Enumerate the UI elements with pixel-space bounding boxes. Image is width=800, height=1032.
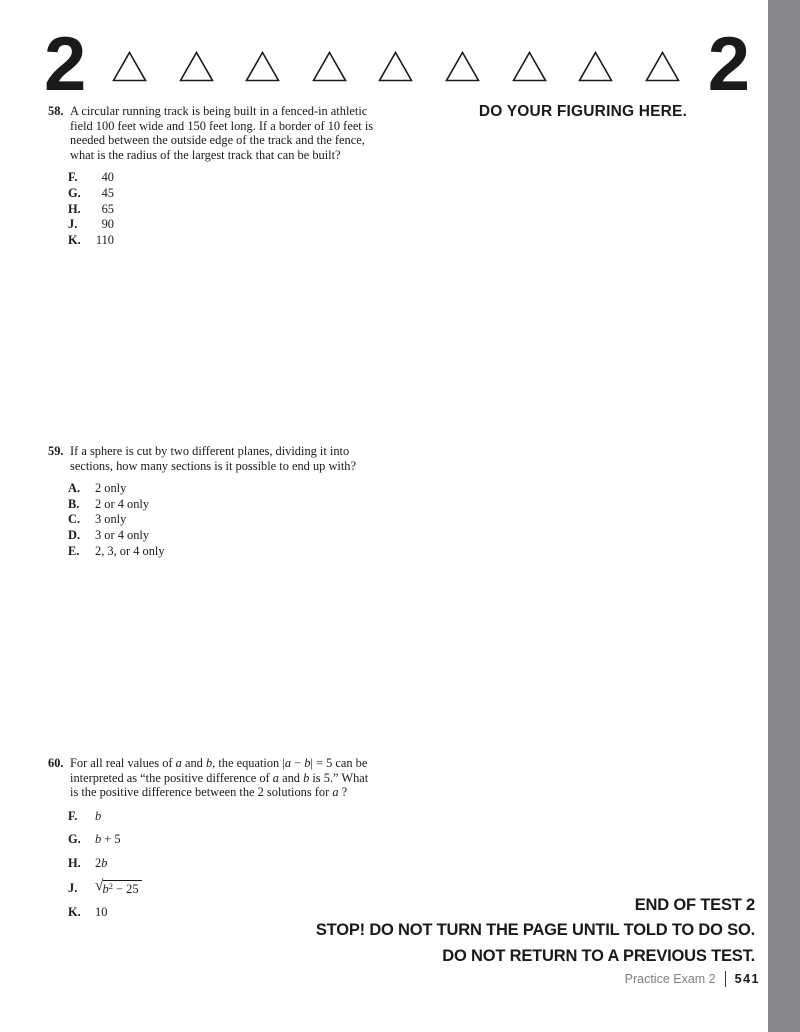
choice-value: 2 or 4 only [95, 496, 150, 511]
choice-letter: C. [68, 512, 81, 527]
choice-value: 3 or 4 only [95, 527, 150, 542]
choice-row [68, 544, 393, 560]
answer-choices [68, 481, 393, 559]
triangle-icon [245, 51, 280, 82]
choice-value: b [95, 808, 102, 823]
end-of-test-block [235, 893, 755, 969]
figuring-header: DO YOUR FIGURING HERE. [478, 103, 688, 120]
triangle-icon [378, 51, 413, 82]
choice-value: 40 [101, 170, 114, 185]
question-number: 58. [48, 104, 64, 118]
end-of-test-line: END OF TEST 2 [634, 896, 755, 914]
test-header [44, 22, 748, 107]
triangle-row [84, 51, 707, 82]
choice-value: b + 5 [95, 832, 121, 847]
question-body [70, 444, 393, 559]
choice-value: 2 only [95, 481, 127, 496]
question-text-line: field 100 feet wide and 150 feet long. If a border of 10 feet is [70, 118, 374, 133]
question-text-line: If a sphere is cut by two different planes, dividing it into [70, 444, 350, 458]
choice-letter: G. [68, 832, 81, 847]
choice-letter: H. [68, 201, 81, 216]
question-text-line: is the positive difference between the 2 solutions for a ? [70, 785, 348, 800]
triangle-icon [645, 51, 680, 82]
choice-row [68, 202, 393, 218]
choice-row [68, 497, 393, 513]
choice-letter: K. [68, 905, 81, 920]
choice-letter: J. [68, 217, 78, 232]
choice-letter: F. [68, 808, 78, 823]
triangle-icon [512, 51, 547, 82]
choice-row [68, 233, 393, 249]
question-text-line: needed between the outside edge of the track and the fence, [70, 133, 365, 148]
choice-value: √ $b^2 - 25$ [95, 880, 142, 898]
question-number: 60. [48, 756, 64, 770]
choice-value: 110 [95, 232, 114, 247]
choice-row [68, 481, 393, 497]
choice-letter: K. [68, 232, 81, 247]
choice-letter: D. [68, 527, 81, 542]
question-body [70, 104, 393, 248]
page-edge-bar [768, 0, 800, 1032]
triangle-icon [445, 51, 480, 82]
choice-value: 90 [101, 217, 114, 232]
stop-warning-line: STOP! DO NOT TURN THE PAGE UNTIL TOLD TO DO SO. [315, 921, 755, 940]
question-number: 59. [48, 444, 64, 458]
choice-value: 65 [101, 201, 114, 216]
choice-row [68, 832, 393, 848]
test-number-left: 2 [44, 22, 85, 107]
page-footer [625, 971, 760, 987]
triangle-icon [112, 51, 147, 82]
choice-letter: J. [68, 880, 78, 895]
choice-row [68, 186, 393, 202]
choice-letter: E. [68, 543, 80, 558]
question-text-line: what is the radius of the largest track that can be built? [70, 147, 341, 162]
footer-divider [725, 971, 726, 987]
choice-value: 2, 3, or 4 only [95, 543, 165, 558]
question-text-line: For all real values of a and b, the equation |a − b| = 5 can be [70, 756, 368, 770]
choice-letter: B. [68, 496, 80, 511]
choice-letter: G. [68, 185, 81, 200]
choice-row [68, 512, 393, 528]
choice-value: 45 [101, 185, 114, 200]
question-text-line: sections, how many sections is it possible to end up with? [70, 458, 356, 473]
triangle-icon [179, 51, 214, 82]
question-58 [48, 104, 393, 248]
question-text-line: A circular running track is being built in a fenced-in athletic [70, 104, 368, 118]
choice-row [68, 217, 393, 233]
triangle-icon [312, 51, 347, 82]
no-return-line: DO NOT RETURN TO A PREVIOUS TEST. [442, 946, 755, 965]
choice-row [68, 809, 393, 825]
practice-exam-label: Practice Exam 2 [624, 972, 716, 986]
question-text-line: interpreted as “the positive difference of a and b is 5.” What [70, 770, 369, 785]
triangle-icon [578, 51, 613, 82]
page-number: 541 [734, 972, 760, 986]
choice-value: 2b [95, 855, 108, 870]
question-59 [48, 444, 393, 559]
test-number-right: 2 [707, 22, 748, 107]
choice-value: 3 only [95, 512, 127, 527]
choice-row [68, 170, 393, 186]
answer-choices [68, 170, 393, 248]
choice-value: 10 [95, 905, 108, 920]
choice-row [68, 528, 393, 544]
choice-letter: F. [68, 170, 78, 185]
choice-letter: A. [68, 481, 81, 496]
choice-letter: H. [68, 855, 81, 870]
choice-row [68, 856, 393, 872]
